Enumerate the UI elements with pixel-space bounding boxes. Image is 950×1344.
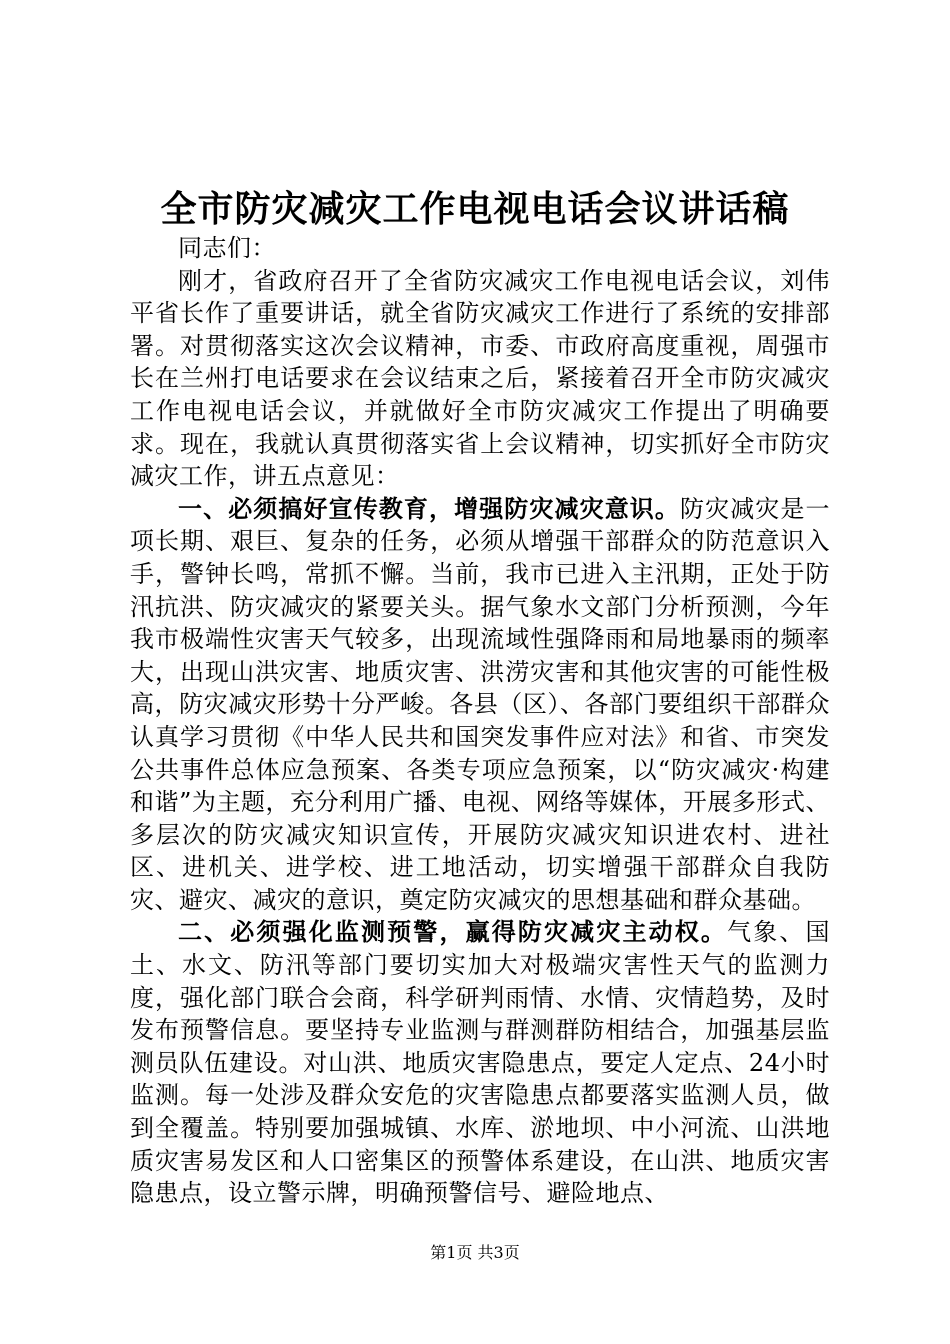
document-title: 全市防灾减灾工作电视电话会议讲话稿	[160, 188, 790, 230]
page-footer: 第1页 共3页	[430, 1243, 520, 1262]
section-paragraph-2	[130, 916, 830, 1209]
section-heading-1: 一、必须搞好宣传教育，增强防灾减灾意识。	[178, 493, 680, 523]
section-text-2: 气象、国土、水文、防汛等部门要切实加大对极端灾害性天气的监测力度，强化部门联合会商，科学研判雨情、水情、灾情趋势，及时发布预警信息。要坚持专业监测与群测群防相结合，加强基层监测员队伍建设。对山洪、地质灾害隐患点，要定人定点、24小时监测。每一处涉及群众安危的灾害隐患点都要落实监测人员，做到全覆盖。特别要加强城镇、水库、淤地坝、中小河流、山洪地质灾害易发区和人口密集区的预警体系建设，在山洪、地质灾害隐患点，设立警示牌，明确预警信号、避险地点、	[130, 918, 830, 1208]
document-body	[130, 232, 830, 1210]
section-text-1: 防灾减灾是一项长期、艰巨、复杂的任务，必须从增强干部群众的防范意识入手，警钟长鸣，常抓不懈。当前，我市已进入主汛期，正处于防汛抗洪、防灾减灾的紧要关头。据气象水文部门分析预测，今年我市极端性灾害天气较多，出现流域性强降雨和局地暴雨的频率大，出现山洪灾害、地质灾害、洪涝灾害和其他灾害的可能性极高，防灾减灾形势十分严峻。各县（区）、各部门要组织干部群众认真学习贯彻《中华人民共和国突发事件应对法》和省、市突发公共事件总体应急预案、各类专项应急预案，以“防灾减灾·构建和谐”为主题，充分利用广播、电视、网络等媒体，开展多形式、多层次的防灾减灾知识宣传，开展防灾减灾知识进农村、进社区、进机关、进学校、进工地活动，切实增强干部群众自我防灾、避灾、减灾的意识，奠定防灾减灾的思想基础和群众基础。	[130, 494, 830, 914]
section-paragraph-1	[130, 493, 830, 917]
intro-paragraph: 刚才，省政府召开了全省防灾减灾工作电视电话会议，刘伟平省长作了重要讲话，就全省防灾减灾工作进行了系统的安排部署。对贯彻落实这次会议精神，市委、市政府高度重视，周强市长在兰州打电话要求在会议结束之后，紧接着召开全市防灾减灾工作电视电话会议，并就做好全市防灾减灾工作提出了明确要求。现在，我就认真贯彻落实省上会议精神，切实抓好全市防灾减灾工作，讲五点意见：	[130, 266, 830, 491]
salutation: 同志们：	[178, 234, 276, 262]
section-heading-2: 二、必须强化监测预警，赢得防灾减灾主动权。	[178, 917, 728, 947]
